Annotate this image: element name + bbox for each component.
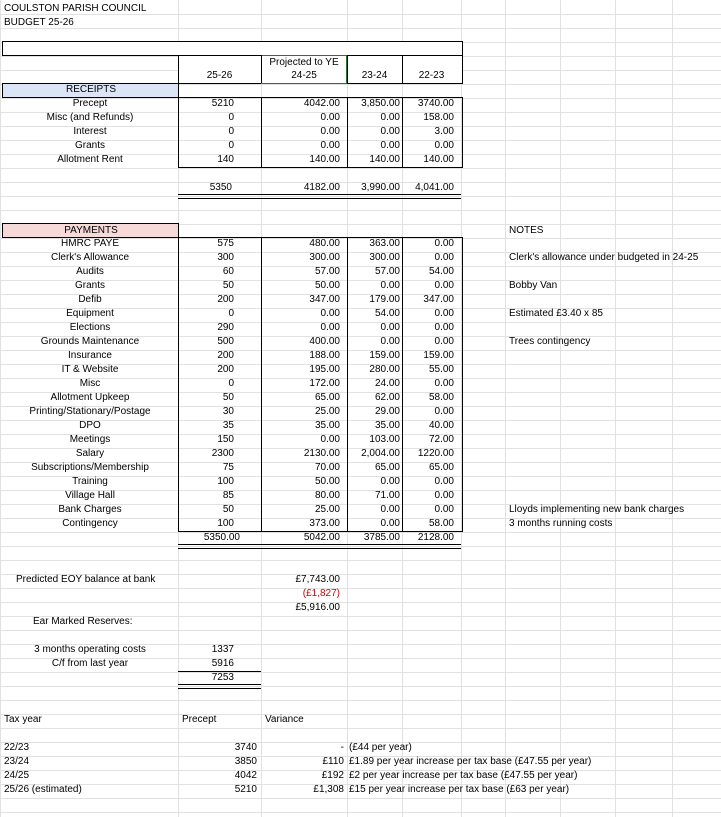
payment-25-26: 100 xyxy=(217,518,234,529)
payment-24-25: 195.00 xyxy=(309,364,340,375)
payment-24-25: 480.00 xyxy=(309,238,340,249)
payment-label: Misc xyxy=(79,378,101,389)
taxyear-variance: £110 xyxy=(322,756,344,767)
reserves-label: Ear Marked Reserves: xyxy=(33,616,133,627)
payment-label: Subscriptions/Membership xyxy=(31,462,149,473)
receipt-23-24: 3,850.00 xyxy=(361,98,400,109)
payment-22-23: 0.00 xyxy=(434,336,454,347)
payment-25-26: 35 xyxy=(222,420,234,431)
payment-23-24: 103.00 xyxy=(369,434,400,445)
payment-25-26: 575 xyxy=(217,238,234,249)
receipt-24-25: 0.00 xyxy=(320,126,340,137)
taxyear-variance: £1,308 xyxy=(313,784,344,795)
payment-25-26: 200 xyxy=(217,364,234,375)
payment-23-24: 0.00 xyxy=(380,504,400,515)
payment-label: Printing/Stationary/Postage xyxy=(29,406,151,417)
payment-22-23: 0.00 xyxy=(434,308,454,319)
payment-22-23: 0.00 xyxy=(434,378,454,389)
taxyear-note: (£44 per year) xyxy=(349,742,412,753)
payment-label: DPO xyxy=(79,420,101,431)
payment-25-26: 200 xyxy=(217,294,234,305)
payment-note: Bobby Van xyxy=(509,280,558,291)
payment-24-25: 2130.00 xyxy=(303,448,340,459)
receipt-label: Allotment Rent xyxy=(57,154,123,165)
payment-24-25: 347.00 xyxy=(309,294,340,305)
payment-label: Village Hall xyxy=(65,490,115,501)
payment-label: Insurance xyxy=(68,350,112,361)
payment-label: Grounds Maintenance xyxy=(40,336,140,347)
taxyear-header-year: Tax year xyxy=(4,714,42,725)
payment-22-23: 0.00 xyxy=(434,252,454,263)
receipt-22-23: 158.00 xyxy=(423,112,454,123)
payment-23-24: 280.00 xyxy=(369,364,400,375)
receipts-total-23-24: 3,990.00 xyxy=(361,182,400,193)
taxyear-note: £1.89 per year increase per tax base (£47.55 per year) xyxy=(349,756,592,767)
payment-label: Bank Charges xyxy=(58,504,122,515)
reserves-row-operating-value: 1337 xyxy=(211,644,234,655)
payment-25-26: 50 xyxy=(222,392,234,403)
receipts-total-24-25: 4182.00 xyxy=(303,182,340,193)
payment-25-26: 0 xyxy=(228,308,234,319)
payment-22-23: 58.00 xyxy=(428,392,454,403)
taxyear-variance: £192 xyxy=(321,770,344,781)
payment-22-23: 0.00 xyxy=(434,322,454,333)
taxyear-header-precept: Precept xyxy=(182,714,217,725)
payment-25-26: 300 xyxy=(217,252,234,263)
receipt-25-26: 0 xyxy=(228,140,234,151)
notes-header: NOTES xyxy=(509,225,544,236)
payment-25-26: 150 xyxy=(217,434,234,445)
payment-22-23: 347.00 xyxy=(423,294,454,305)
receipt-23-24: 0.00 xyxy=(380,112,400,123)
payment-23-24: 65.00 xyxy=(374,462,400,473)
taxyear-header-variance: Variance xyxy=(265,714,304,725)
payments-total-25-26: 5350.00 xyxy=(203,532,240,543)
payment-25-26: 2300 xyxy=(211,448,234,459)
top-bar-box xyxy=(2,41,463,56)
payment-22-23: 65.00 xyxy=(428,462,454,473)
payment-24-25: 188.00 xyxy=(309,350,340,361)
col-header-24-25: 24-25 xyxy=(291,70,317,81)
payment-22-23: 159.00 xyxy=(423,350,454,361)
payment-24-25: 25.00 xyxy=(314,406,340,417)
payment-24-25: 0.00 xyxy=(320,322,340,333)
payment-label: HMRC PAYE xyxy=(61,238,119,249)
taxyear-precept: 3740 xyxy=(234,742,257,753)
payment-25-26: 30 xyxy=(222,406,234,417)
payment-24-25: 0.00 xyxy=(320,434,340,445)
payment-24-25: 400.00 xyxy=(309,336,340,347)
reserves-total-underline xyxy=(178,684,261,689)
payment-23-24: 363.00 xyxy=(369,238,400,249)
receipt-24-25: 140.00 xyxy=(309,154,340,165)
payment-note: Lloyds implementing new bank charges xyxy=(509,504,685,515)
payment-25-26: 0 xyxy=(228,378,234,389)
payment-25-26: 50 xyxy=(222,280,234,291)
payment-label: Training xyxy=(72,476,108,487)
taxyear-year: 22/23 xyxy=(4,742,30,753)
receipt-label: Misc (and Refunds) xyxy=(46,112,134,123)
payment-24-25: 70.00 xyxy=(314,462,340,473)
taxyear-note: £15 per year increase per tax base (£63 per year) xyxy=(349,784,570,795)
payment-label: Audits xyxy=(76,266,104,277)
taxyear-precept: 5210 xyxy=(234,784,257,795)
eoy-balance-net: £5,916.00 xyxy=(295,602,340,613)
payment-25-26: 100 xyxy=(217,476,234,487)
payment-25-26: 290 xyxy=(217,322,234,333)
payment-note: 3 months running costs xyxy=(509,518,613,529)
receipt-label: Interest xyxy=(73,126,107,137)
eoy-balance-label: Predicted EOY balance at bank xyxy=(16,574,156,585)
taxyear-year: 24/25 xyxy=(4,770,30,781)
receipt-23-24: 0.00 xyxy=(380,140,400,151)
payment-23-24: 159.00 xyxy=(369,350,400,361)
receipt-25-26: 5210 xyxy=(211,98,234,109)
eoy-balance-shortfall: (£1,827) xyxy=(302,588,340,599)
payment-24-25: 50.00 xyxy=(314,280,340,291)
payment-22-23: 0.00 xyxy=(434,406,454,417)
receipt-label: Grants xyxy=(74,140,105,151)
receipts-total-underline xyxy=(178,194,461,199)
reserves-row-cf-value: 5916 xyxy=(211,658,234,669)
payment-label: Salary xyxy=(75,448,105,459)
payment-22-23: 58.00 xyxy=(428,518,454,529)
payment-23-24: 0.00 xyxy=(380,336,400,347)
payment-25-26: 85 xyxy=(222,490,234,501)
payment-label: Grants xyxy=(74,280,105,291)
payment-23-24: 300.00 xyxy=(369,252,400,263)
reserves-row-cf-label: C/f from last year xyxy=(51,658,129,669)
payment-22-23: 0.00 xyxy=(434,280,454,291)
payment-label: Allotment Upkeep xyxy=(50,392,130,403)
payment-label: IT & Website xyxy=(61,364,119,375)
taxyear-precept: 3850 xyxy=(234,756,257,767)
payment-23-24: 71.00 xyxy=(374,490,400,501)
payment-25-26: 200 xyxy=(217,350,234,361)
payment-24-25: 172.00 xyxy=(309,378,340,389)
taxyear-variance: - xyxy=(340,742,344,753)
payments-total-24-25: 5042.00 xyxy=(303,532,340,543)
receipt-label: Precept xyxy=(72,98,108,109)
payment-note: Trees contingency xyxy=(509,336,591,347)
receipt-22-23: 3.00 xyxy=(434,126,454,137)
payment-25-26: 50 xyxy=(222,504,234,515)
payment-label: Contingency xyxy=(62,518,118,529)
taxyear-note: £2 per year increase per tax base (£47.55 per year) xyxy=(349,770,578,781)
payments-header: PAYMENTS xyxy=(64,225,118,236)
payment-24-25: 300.00 xyxy=(309,252,340,263)
receipts-header: RECEIPTS xyxy=(65,84,116,95)
reserves-row-operating-label: 3 months operating costs xyxy=(34,644,146,655)
payment-23-24: 35.00 xyxy=(374,420,400,431)
receipt-25-26: 0 xyxy=(228,126,234,137)
receipt-22-23: 140.00 xyxy=(423,154,454,165)
payment-24-25: 57.00 xyxy=(314,266,340,277)
payment-24-25: 50.00 xyxy=(314,476,340,487)
payment-22-23: 1220.00 xyxy=(417,448,454,459)
reserves-total: 7253 xyxy=(211,672,234,683)
payment-25-26: 75 xyxy=(222,462,234,473)
payment-24-25: 35.00 xyxy=(314,420,340,431)
payment-23-24: 29.00 xyxy=(374,406,400,417)
payment-label: Elections xyxy=(69,322,111,333)
col-header-25-26: 25-26 xyxy=(206,70,233,81)
receipt-22-23: 0.00 xyxy=(434,140,454,151)
payment-23-24: 0.00 xyxy=(380,280,400,291)
col-header-23-24: 23-24 xyxy=(361,70,388,81)
payment-22-23: 55.00 xyxy=(428,364,454,375)
payment-22-23: 72.00 xyxy=(428,434,454,445)
payments-total-22-23: 2128.00 xyxy=(417,532,454,543)
col-header-projected: Projected to YE xyxy=(269,57,339,68)
receipt-25-26: 0 xyxy=(228,112,234,123)
payment-label: Clerk's Allowance xyxy=(50,252,130,263)
receipt-24-25: 4042.00 xyxy=(303,98,340,109)
receipts-total-25-26: 5350 xyxy=(209,182,232,193)
payment-23-24: 2,004.00 xyxy=(361,448,400,459)
payment-23-24: 0.00 xyxy=(380,476,400,487)
payment-22-23: 0.00 xyxy=(434,476,454,487)
sheet-subtitle: BUDGET 25-26 xyxy=(4,17,74,28)
col-header-22-23: 22-23 xyxy=(418,70,445,81)
receipt-23-24: 0.00 xyxy=(380,126,400,137)
payment-23-24: 0.00 xyxy=(380,518,400,529)
payment-23-24: 62.00 xyxy=(374,392,400,403)
payment-note: Clerk's allowance under budgeted in 24-25 xyxy=(509,252,699,263)
reserves-total-topline xyxy=(178,671,261,672)
payment-25-26: 60 xyxy=(222,266,234,277)
receipt-25-26: 140 xyxy=(217,154,234,165)
payment-23-24: 24.00 xyxy=(374,378,400,389)
taxyear-year: 25/26 (estimated) xyxy=(4,784,82,795)
payment-23-24: 54.00 xyxy=(374,308,400,319)
receipts-total-22-23: 4,041.00 xyxy=(415,182,454,193)
receipt-24-25: 0.00 xyxy=(320,140,340,151)
payment-23-24: 0.00 xyxy=(380,322,400,333)
payment-23-24: 57.00 xyxy=(374,266,400,277)
payment-22-23: 0.00 xyxy=(434,504,454,515)
payment-24-25: 373.00 xyxy=(309,518,340,529)
payment-24-25: 25.00 xyxy=(314,504,340,515)
payment-24-25: 80.00 xyxy=(314,490,340,501)
payment-label: Equipment xyxy=(66,308,114,319)
taxyear-year: 23/24 xyxy=(4,756,30,767)
payment-note: Estimated £3.40 x 85 xyxy=(509,308,603,319)
sheet-title: COULSTON PARISH COUNCIL xyxy=(4,3,147,14)
payment-label: Meetings xyxy=(69,434,111,445)
payments-total-23-24: 3785.00 xyxy=(363,532,400,543)
payment-23-24: 179.00 xyxy=(369,294,400,305)
payment-24-25: 0.00 xyxy=(320,308,340,319)
receipt-24-25: 0.00 xyxy=(320,112,340,123)
payment-25-26: 500 xyxy=(217,336,234,347)
payment-22-23: 0.00 xyxy=(434,238,454,249)
payment-22-23: 40.00 xyxy=(428,420,454,431)
payments-total-underline xyxy=(178,544,461,549)
taxyear-precept: 4042 xyxy=(234,770,257,781)
eoy-balance-value: £7,743.00 xyxy=(295,574,340,585)
payment-22-23: 0.00 xyxy=(434,490,454,501)
receipt-23-24: 140.00 xyxy=(369,154,400,165)
payment-24-25: 65.00 xyxy=(314,392,340,403)
payment-label: Defib xyxy=(78,294,102,305)
receipt-22-23: 3740.00 xyxy=(417,98,454,109)
payment-22-23: 54.00 xyxy=(428,266,454,277)
